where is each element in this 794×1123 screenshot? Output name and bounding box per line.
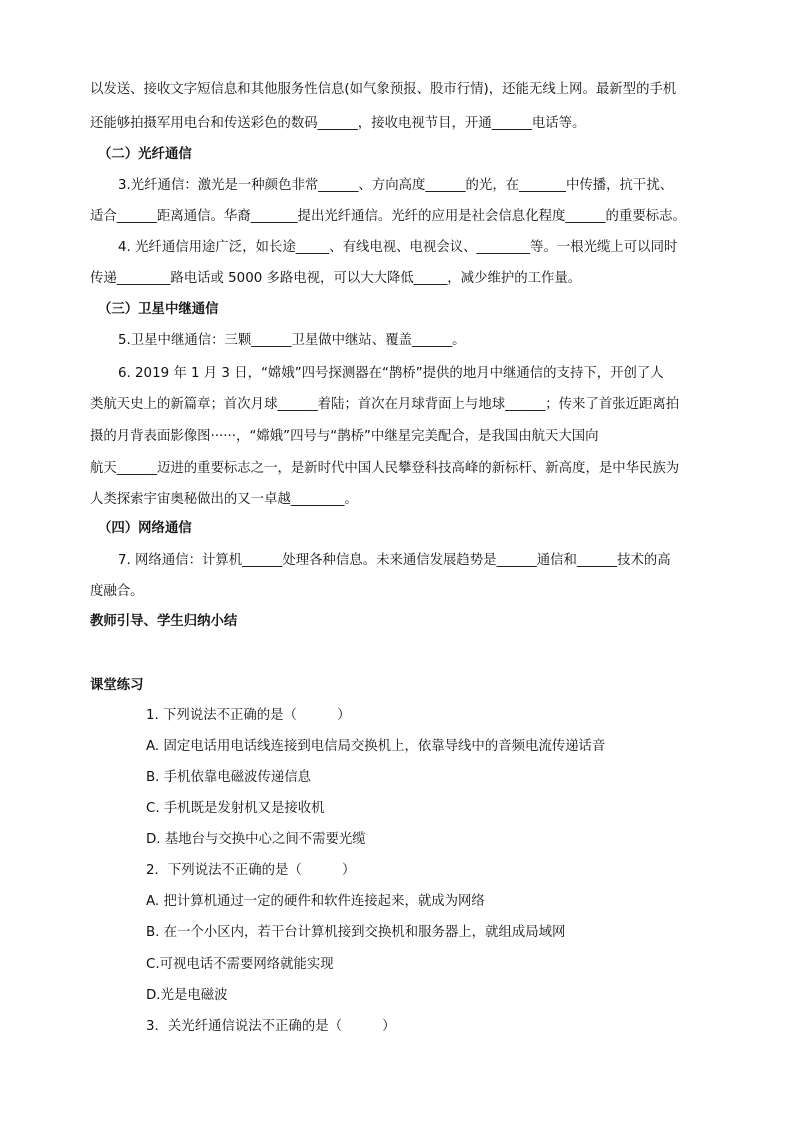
paragraph-line: 度融合。: [90, 584, 144, 599]
question-1-option-a: A. 固定电话用电话线连接到电信局交换机上，依靠导线中的音频电流传递话音: [146, 739, 606, 754]
paragraph-line: 人类探索宇宙奥秘做出的又一卓越________。: [90, 492, 358, 507]
question-1-option-c: C. 手机既是发射机又是接收机: [146, 801, 325, 816]
section-heading-fiber: （二）光纤通信: [98, 147, 192, 162]
section-heading-network: （四）网络通信: [98, 521, 192, 536]
question-3: 3．关光纤通信说法不正确的是（ ）: [146, 1019, 396, 1034]
section-heading-satellite: （三）卫星中继通信: [98, 302, 219, 317]
question-2-option-c: C.可视电话不需要网络就能实现: [146, 957, 334, 972]
question-1: 1. 下列说法不正确的是（ ）: [146, 708, 351, 723]
paragraph-line: 航天______迈进的重要标志之一，是新时代中国人民攀登科技高峰的新标杆、新高度，是中华民族为: [90, 461, 680, 476]
paragraph-line: 5.卫星中继通信：三颗______卫星做中继站、覆盖______。: [118, 333, 466, 348]
question-2-option-d: D.光是电磁波: [146, 988, 228, 1003]
paragraph-line: 传递________路电话或 5000 多路电视，可以大大降低_____，减少维护的工作量。: [90, 271, 582, 286]
question-2-option-a: A. 把计算机通过一定的硬件和软件连接起来，就成为网络: [146, 894, 485, 909]
question-1-option-b: B. 手机依靠电磁波传递信息: [146, 770, 311, 785]
exercise-heading: 课堂练习: [90, 678, 144, 693]
paragraph-line: 适合______距离通信。华裔_______提出光纤通信。光纤的应用是社会信息化程度______的重要标志。: [90, 209, 686, 224]
question-2-option-b: B. 在一个小区内，若干台计算机接到交换机和服务器上，就组成局域网: [146, 925, 566, 940]
paragraph-line: 以发送、接收文字短信息和其他服务性信息(如气象预报、股市行情)，还能无线上网。最新型的手机: [90, 82, 677, 97]
paragraph-line: 摄的月背表面影像图······，“嫦娥”四号与“鹊桥”中继星完美配合，是我国由航天大国向: [90, 429, 599, 444]
question-1-option-d: D. 基地台与交换中心之间不需要光缆: [146, 832, 366, 847]
paragraph-line: 3.光纤通信：激光是一种颜色非常______、方向高度______的光，在_______中传播，抗干扰、: [118, 178, 674, 193]
paragraph-line: 6. 2019 年 1 月 3 日，“嫦娥”四号探测器在“鹊桥”提供的地月中继通信的支持下，开创了人: [118, 366, 664, 381]
paragraph-line: 还能够拍摄军用电台和传送彩色的数码______，接收电视节目，开通______电话等。: [90, 116, 586, 131]
paragraph-line: 类航天史上的新篇章；首次月球______着陆；首次在月球背面上与地球______；传来了首张近距离拍: [90, 397, 680, 412]
paragraph-line: 4. 光纤通信用途广泛，如长途_____、有线电视、电视会议、________等。一根光缆上可以同时: [118, 240, 678, 255]
summary-heading: 教师引导、学生归纳小结: [90, 614, 238, 629]
paragraph-line: 7. 网络通信：计算机______处理各种信息。未来通信发展趋势是______通信和______技术的高: [118, 553, 671, 568]
question-2: 2．下列说法不正确的是（ ）: [146, 863, 356, 878]
